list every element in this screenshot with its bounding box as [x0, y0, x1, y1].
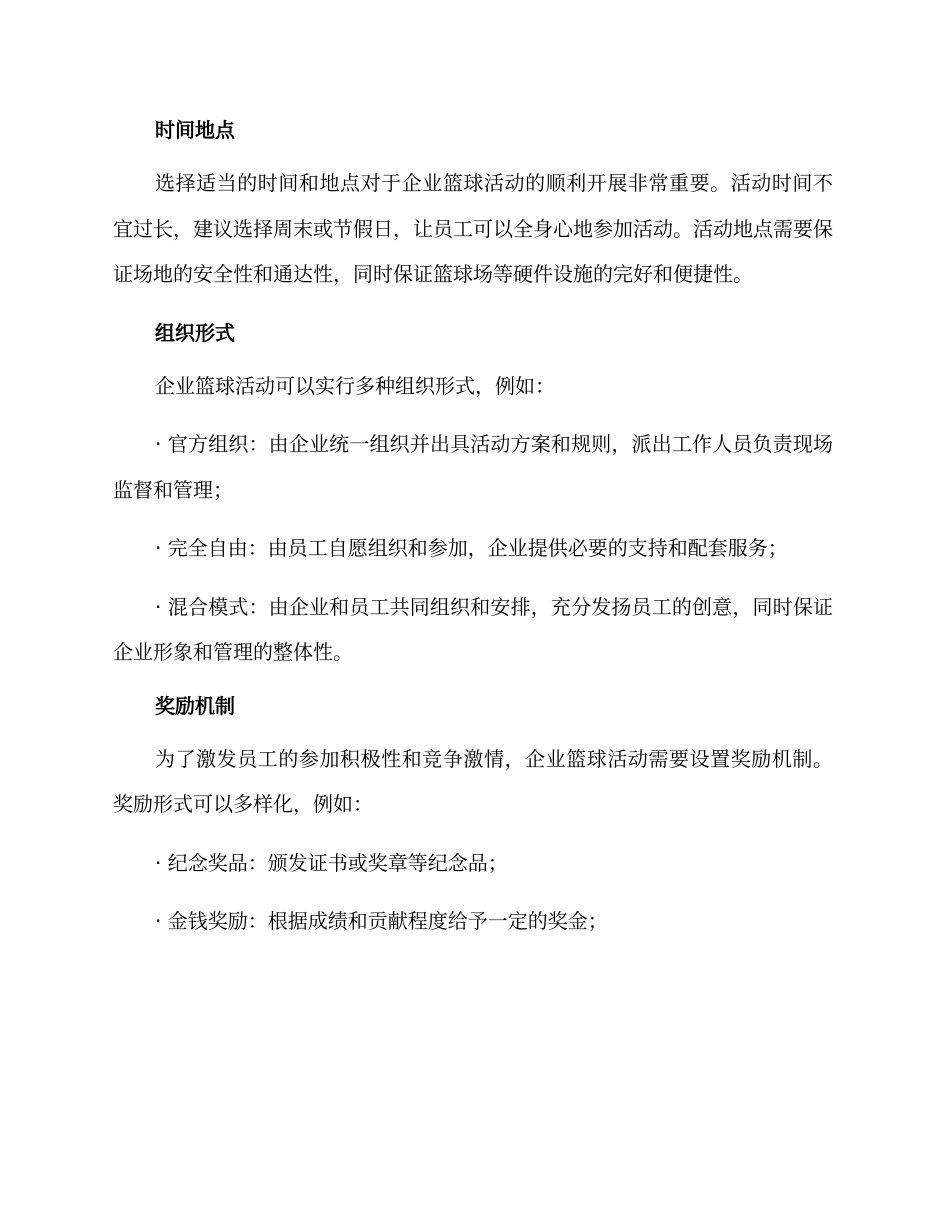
- section-heading-time-location: 时间地点: [155, 118, 235, 142]
- paragraph-reward-intro: 为了激发员工的参加积极性和竞争激情，企业篮球活动需要设置奖励机制。奖励形式可以多样化，例如：: [113, 746, 833, 816]
- bullet-cash-reward: · 金钱奖励：根据成绩和贡献程度给予一定的奖金；: [155, 909, 608, 933]
- document-page: [113, 108, 833, 958]
- section-heading-reward-mechanism: 奖励机制: [155, 693, 235, 718]
- bullet-mixed-mode: · 混合模式：由企业和员工共同组织和安排，充分发扬员工的创意，同时保证企业形象和管理的整体性。: [113, 594, 833, 664]
- bullet-free-organization: · 完全自由：由员工自愿组织和参加，企业提供必要的支持和配套服务；: [155, 536, 788, 560]
- bullet-souvenir-prize: · 纪念奖品：颁发证书或奖章等纪念品；: [155, 850, 508, 875]
- paragraph-organization-intro: 企业篮球活动可以实行多种组织形式，例如：: [155, 373, 555, 398]
- paragraph-time-location: 选择适当的时间和地点对于企业篮球活动的顺利开展非常重要。活动时间不宜过长，建议选择周末或节假日，让员工可以全身心地参加活动。活动地点需要保证场地的安全性和通达性，同时保证篮球场等硬件设施的完好和便捷性。: [113, 171, 833, 286]
- bullet-official-organization: · 官方组织：由企业统一组织并出具活动方案和规则，派出工作人员负责现场监督和管理；: [113, 432, 833, 502]
- section-heading-organization-form: 组织形式: [155, 320, 235, 345]
